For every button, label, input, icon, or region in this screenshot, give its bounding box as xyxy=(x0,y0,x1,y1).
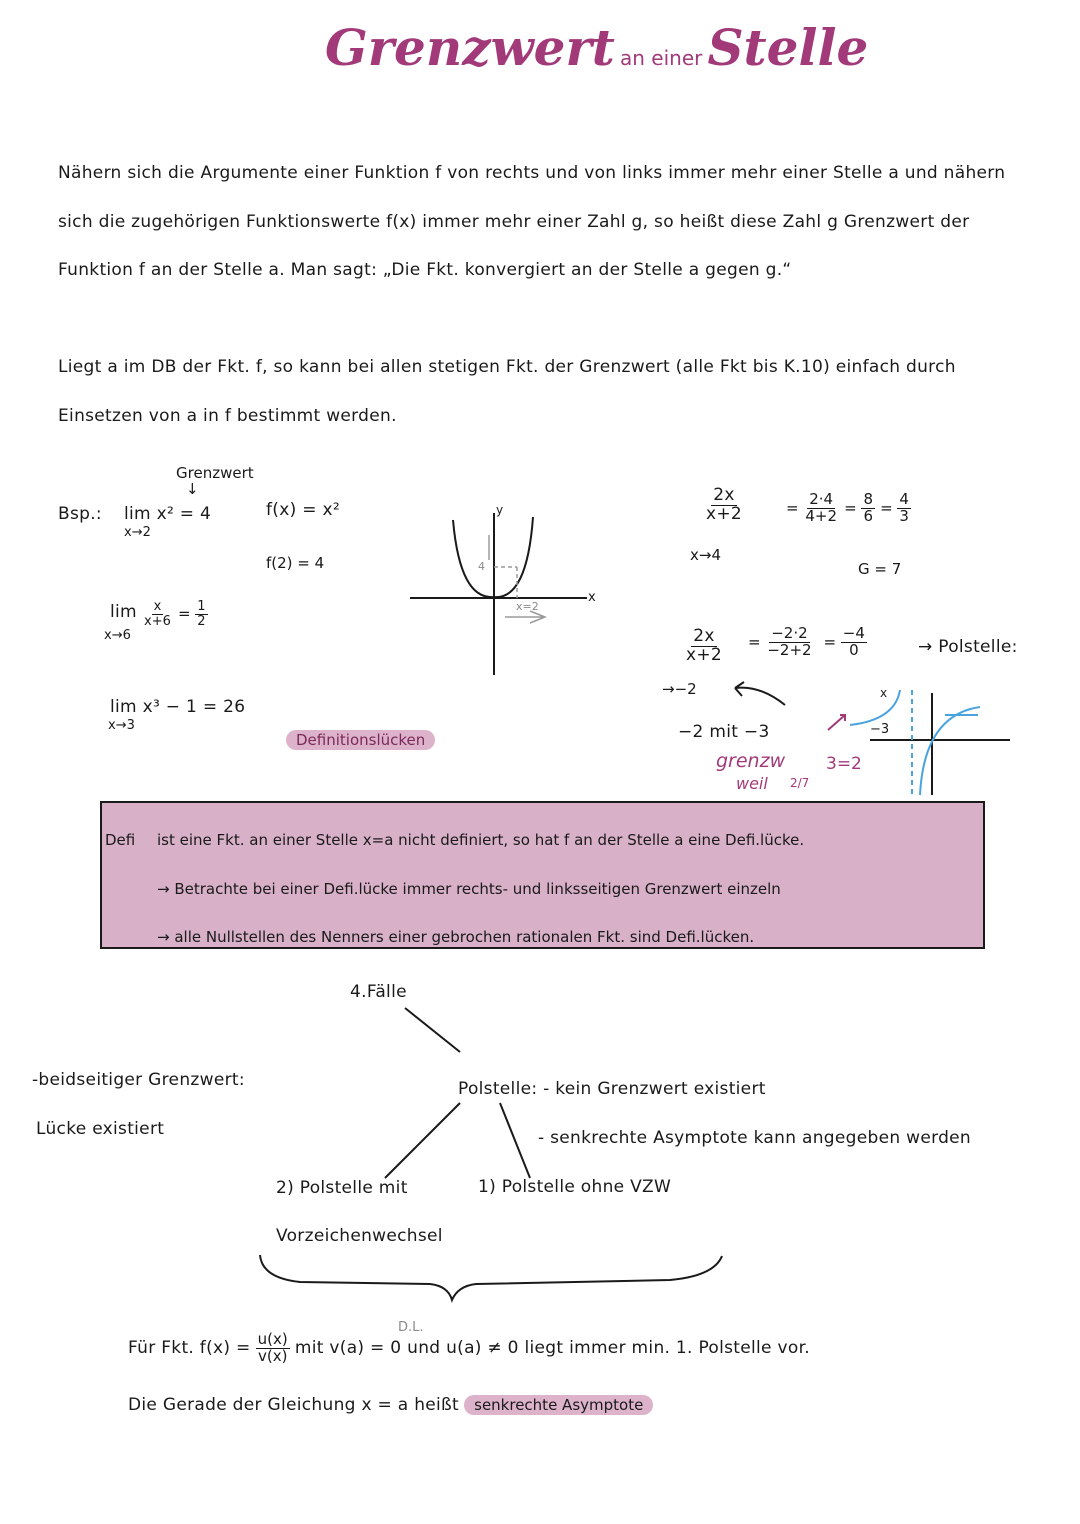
right-1-result: G = 7 xyxy=(858,560,902,578)
mini-label: 3=2 xyxy=(826,754,862,774)
bottom-line-1 xyxy=(128,1332,810,1365)
right-1-sub: x→4 xyxy=(690,546,721,564)
right-2-step2-den: 0 xyxy=(849,640,859,659)
right-1-num: 2x xyxy=(713,485,735,505)
polstelle-label: Polstelle: - kein Grenzwert existiert xyxy=(458,1079,766,1099)
case-2-line-2: Vorzeichenwechsel xyxy=(276,1226,443,1246)
rule-line-1: Liegt a im DB der Fkt. f, so kann bei allen stetigen Fkt. der Grenzwert (alle Fkt bis K.10) einfach durch xyxy=(58,357,956,377)
intro-line-2: sich die zugehörigen Funktionswerte f(x) immer mehr einer Zahl g, so heißt diese Zahl g Grenzwert der xyxy=(58,212,970,232)
bsp-label: Bsp.: xyxy=(58,504,102,524)
right-example-2-steps: = $\frac{-2\cdot 2}{-2+2}$ = $\frac{-4}{0}$ xyxy=(748,624,865,659)
asymptote-note: - senkrechte Asymptote kann angegeben werden xyxy=(538,1128,972,1148)
right-2-note-2: grenzw xyxy=(716,750,786,772)
definition-line-3: → alle Nullstellen des Nenners einer gebrochen rationalen Fkt. sind Defi.lücken. xyxy=(157,928,755,946)
right-2-step2-num: −4 xyxy=(842,624,865,642)
intro-line-1: Nähern sich die Argumente einer Funktion f von rechts und von links immer mehr einer Stelle a und nähern xyxy=(58,163,1006,183)
example-2-den: x+6 xyxy=(144,613,171,629)
right-2-note-frac: 2/7 xyxy=(790,776,810,790)
graph-value-4: 4 xyxy=(478,560,485,573)
right-1-step1-den: 4+2 xyxy=(805,506,837,525)
right-1-step3-den: 3 xyxy=(899,506,909,525)
definition-line-1: ist eine Fkt. an einer Stelle x=a nicht definiert, so hat f an der Stelle a eine Defi.lücke. xyxy=(157,831,805,849)
example-1-sub: x→2 xyxy=(124,525,151,540)
right-2-sub: →−2 xyxy=(662,680,697,698)
senkrechte-asymptote-highlight: senkrechte Asymptote xyxy=(464,1395,653,1415)
grenzwert-label: Grenzwert xyxy=(176,464,254,482)
function-value: f(2) = 4 xyxy=(266,554,325,572)
mini-axis-label: −3 xyxy=(870,722,890,737)
right-2-note-3: weil xyxy=(736,774,768,793)
right-1-step2-num: 8 xyxy=(863,490,873,508)
bottom-den: v(x) xyxy=(257,1346,288,1365)
rule-line-2: Einsetzen von a in f bestimmt werden. xyxy=(58,406,397,426)
bottom-num: u(x) xyxy=(257,1330,288,1348)
title-mid: an einer xyxy=(620,46,703,70)
definition-label: Defi xyxy=(105,831,136,849)
title-end: Stelle xyxy=(707,18,869,77)
bottom-line-1-post: mit v(a) = 0 und u(a) ≠ 0 liegt immer min. 1. Polstelle vor. xyxy=(294,1337,811,1358)
graph-x-label: x xyxy=(588,590,596,605)
right-2-num: 2x xyxy=(693,626,715,646)
bottom-line-2 xyxy=(128,1395,653,1415)
case-1: 1) Polstelle ohne VZW xyxy=(478,1177,672,1197)
example-2-sub: x→6 xyxy=(104,628,131,643)
right-2-step1-num: −2·2 xyxy=(771,624,808,642)
example-3-limit: lim x³ − 1 = 26 xyxy=(110,697,246,717)
example-3-sub: x→3 xyxy=(108,718,135,733)
case-2-line-1: 2) Polstelle mit xyxy=(276,1178,408,1198)
example-2-res-den: 2 xyxy=(197,613,206,629)
graph-y-label: y xyxy=(496,503,504,517)
definitionsluecken-heading: Definitionslücken xyxy=(286,730,435,750)
right-1-step2-den: 6 xyxy=(863,506,873,525)
definition-line-2: → Betrachte bei einer Defi.lücke immer rechts- und linksseitigen Grenzwert einzeln xyxy=(157,880,781,898)
bottom-line-1-pre: Für Fkt. f(x) = xyxy=(128,1337,251,1358)
case-left-2: Lücke existiert xyxy=(36,1119,165,1139)
right-2-step1-den: −2+2 xyxy=(767,640,812,659)
right-1-den: x+2 xyxy=(706,503,743,524)
intro-line-3: Funktion f an der Stelle a. Man sagt: „Die Fkt. konvergiert an der Stelle a gegen g.“ xyxy=(58,260,792,280)
right-2-den: x+2 xyxy=(686,644,723,665)
example-1-limit: lim x² = 4 xyxy=(124,504,212,524)
right-2-note-1: −2 mit −3 xyxy=(678,722,770,742)
case-left-1: -beidseitiger Grenzwert: xyxy=(32,1070,245,1090)
example-2-lim: lim xyxy=(110,602,137,622)
graph-value-2: x=2 xyxy=(516,600,539,613)
down-arrow-icon: ↓ xyxy=(186,480,199,498)
right-1-step3-num: 4 xyxy=(899,490,909,508)
dl-annotation: D.L. xyxy=(398,1320,424,1335)
title-main: Grenzwert xyxy=(325,18,615,77)
right-1-step1-num: 2·4 xyxy=(809,490,834,508)
example-2-num: x xyxy=(153,599,162,614)
bottom-line-2-pre: Die Gerade der Gleichung x = a heißt xyxy=(128,1395,460,1415)
right-example-1-steps: = $\frac{2\cdot 4}{4+2}$ = $\frac{8}{6}$ = $\frac{4}{3}$ xyxy=(786,490,909,525)
mini-x-label: x xyxy=(880,686,888,700)
function-definition: f(x) = x² xyxy=(266,500,340,520)
example-2-fraction: $\frac{x}{x+6}$ = $\frac{1}{2}$ xyxy=(144,599,206,629)
example-2-res-num: 1 xyxy=(197,599,206,614)
polstelle-result: → Polstelle: xyxy=(918,637,1018,657)
cases-title: 4.Fälle xyxy=(350,982,407,1002)
